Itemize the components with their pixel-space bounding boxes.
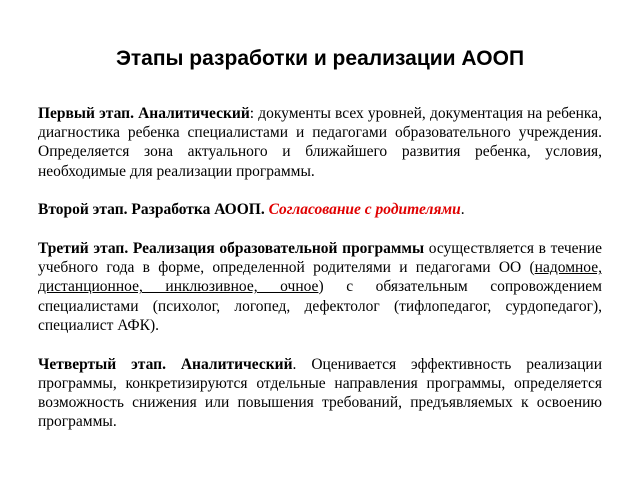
stage-4-text: . Оценивается эффективность реализации программы, конкретизируются отдельные направления программы, определяется возможность снижения или повышения требований, предъявляемых к освоению программы. [38, 355, 603, 431]
stage-1-heading: Первый этап. Аналитический [38, 105, 250, 122]
stage-2-highlight: Согласование с родителями [268, 201, 461, 219]
stage-2-text: . [460, 201, 465, 219]
stage-4-paragraph [38, 355, 602, 432]
stage-3-heading: Третий этап. Реализация образовательной программы [38, 240, 425, 258]
stage-2-paragraph [38, 200, 602, 219]
stage-3-paragraph [38, 239, 602, 335]
stage-1-paragraph [38, 104, 602, 181]
stages-body [38, 104, 602, 451]
stage-3-underlined-forms: надомное, дистанционное, инклюзивное, очное [38, 259, 602, 296]
stage-1-text: : документы всех уровней, документация на ребенка, диагностика ребенка специалистами и педагогами образовательного учреждения. Определяется зона актуального и ближайшего развития ребенка, условия, необходимые для реализации программы. [38, 105, 602, 180]
page-title: Этапы разработки и реализации АООП [115, 47, 525, 70]
stage-4-heading: Четвертый этап. Аналитический [38, 355, 293, 373]
stage-2-heading: Второй этап. Разработка АООП. [38, 201, 269, 219]
stage-3-text-after: ) с обязательным сопровождением специалистами (психолог, логопед, дефектолог (тифлопедагог, сурдопедагог), специалист АФК). [38, 278, 602, 334]
stage-3-text-before: осуществляется в течение учебного года в форме, определенной родителями и педагогами ОО ( [38, 240, 602, 277]
